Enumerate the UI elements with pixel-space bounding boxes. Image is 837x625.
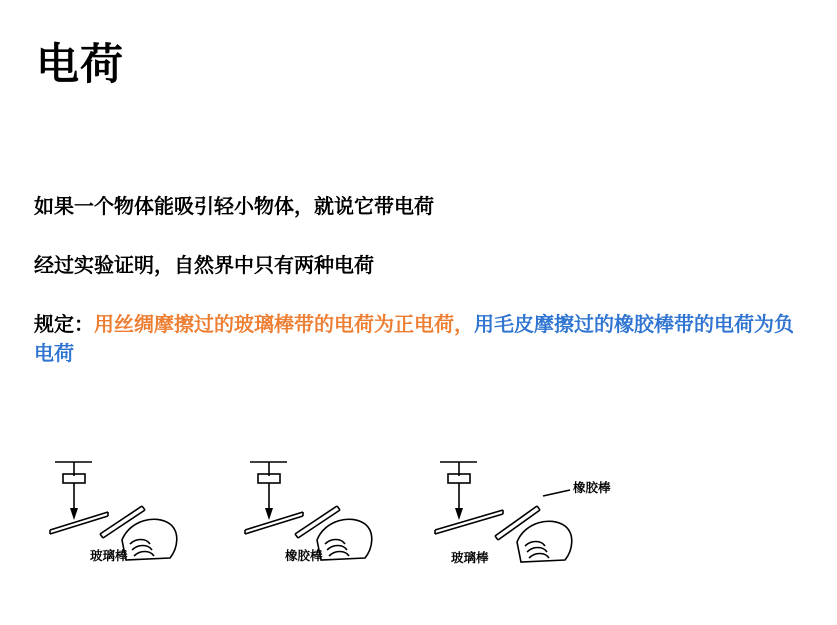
paragraph-1 — [34, 193, 794, 222]
paragraph-3-prefix: 规定： — [34, 314, 94, 336]
figure-3-drawing — [415, 448, 675, 588]
figure-2-label: 橡胶棒 — [285, 549, 323, 563]
figure-2-drawing — [225, 448, 425, 588]
paragraph-3 — [34, 311, 794, 369]
paragraph-3-highlight-positive: 用丝绸摩擦过的玻璃棒带的电荷为正电荷 — [94, 314, 454, 336]
figure-3-label-rubber: 橡胶棒 — [573, 481, 611, 495]
figure-group — [30, 448, 670, 588]
paragraph-2-text: 经过实验证明，自然界中只有两种电荷 — [34, 255, 374, 277]
figure-rubber-rod-2 — [225, 448, 425, 588]
figure-1-drawing — [30, 448, 230, 588]
paragraph-1-text: 如果一个物体能吸引轻小物体，就说它带电荷 — [34, 196, 434, 218]
paragraph-3-highlight-negative: 用毛皮摩擦过的橡胶棒带的电荷为负电荷 — [34, 314, 794, 365]
figure-glass-rubber-3 — [415, 448, 675, 588]
slide-body — [34, 193, 794, 369]
paragraph-2 — [34, 252, 794, 281]
figure-glass-rod-1 — [30, 448, 230, 588]
paragraph-3-comma: ， — [454, 314, 474, 336]
figure-3-label-glass: 玻璃棒 — [451, 551, 489, 565]
figure-1-label: 玻璃棒 — [90, 549, 128, 563]
page-title: 电荷 — [36, 41, 124, 89]
